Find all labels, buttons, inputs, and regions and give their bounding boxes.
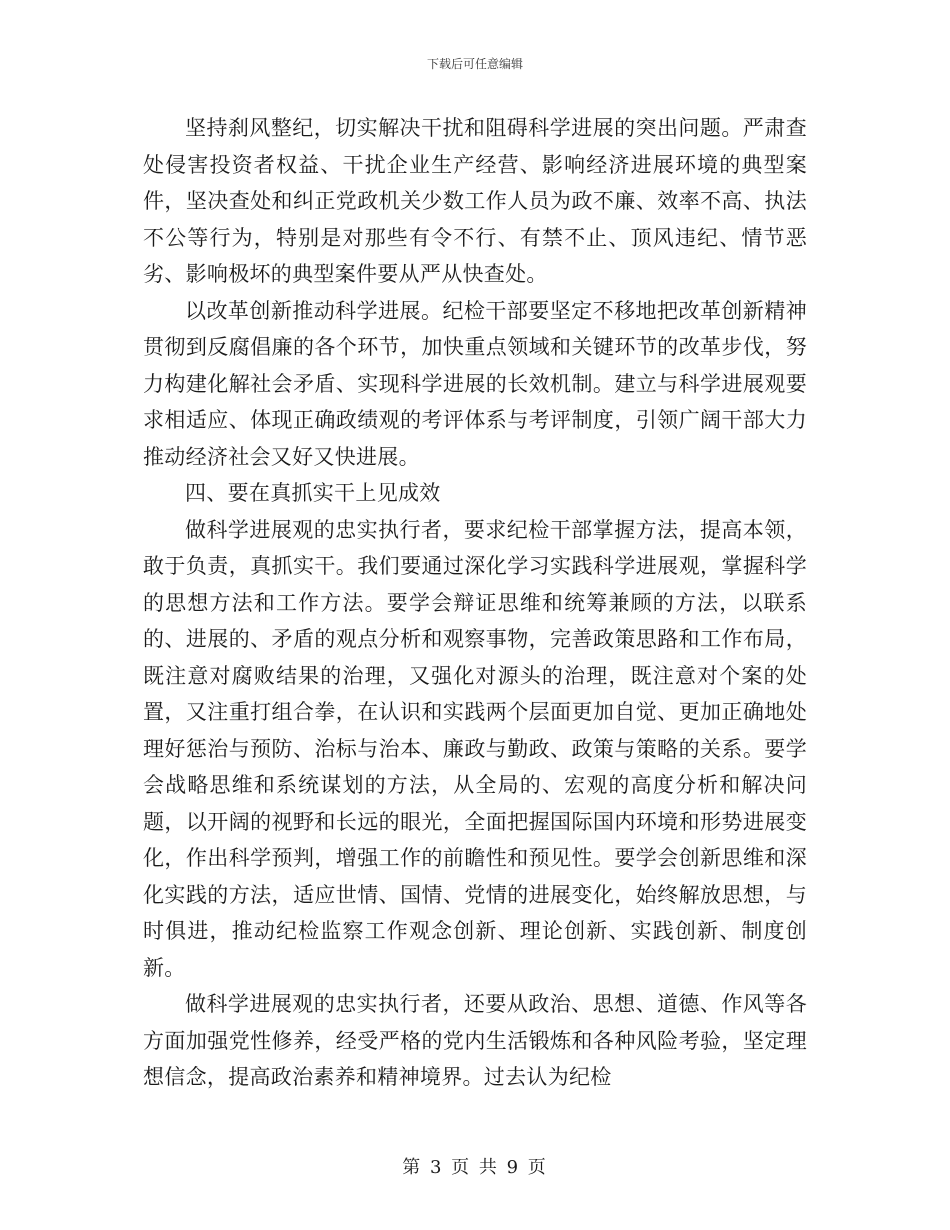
section-heading-4: 四、要在真抓实干上见成效 [185, 481, 441, 505]
document-body [143, 110, 807, 1096]
paragraph-reform: 以改革创新推动科学进展。纪检干部要坚定不移地把改革创新精神贯彻到反腐倡廉的各个环节，加快重点领域和关键环节的改革步伐，努力构建化解社会矛盾、实现科学进展的长效机制。建立与科学进展观要求相适应、体现正确政绩观的考评体系与考评制度，引领广阔干部大力推动经济社会又好又快进展。 [143, 298, 807, 469]
paragraph-discipline: 坚持刹风整纪，切实解决干扰和阻碍科学进展的突出问题。严肃查处侵害投资者权益、干扰企业生产经营、影响经济进展环境的典型案件，坚决查处和纠正党政机关少数工作人员为政不廉、效率不高、执法不公等行为，特别是对那些有令不行、有禁不止、顶风违纪、情节恶劣、影响极坏的典型案件要从严从快查处。 [143, 116, 807, 286]
paragraph-party-spirit: 做科学进展观的忠实执行者，还要从政治、思想、道德、作风等各方面加强党性修养，经受严格的党内生活锻炼和各种风险考验，坚定理想信念，提高政治素养和精神境界。过去认为纪检 [143, 992, 807, 1089]
page-number-footer: 第 3 页 共 9 页 [402, 1157, 548, 1178]
paragraph-methods: 做科学进展观的忠实执行者，要求纪检干部掌握方法，提高本领，敢于负责，真抓实干。我们要通过深化学习实践科学进展观，掌握科学的思想方法和工作方法。要学会辩证思维和统筹兼顾的方法，以联系的、进展的、矛盾的观点分析和观察事物，完善政策思路和工作布局，既注意对腐败结果的治理，又强化对源头的治理，既注意对个案的处置，又注重打组合拳，在认识和实践两个层面更加自觉、更加正确地处理好惩治与预防、治标与治本、廉政与勤政、政策与策略的关系。要学会战略思维和系统谋划的方法，从全局的、宏观的高度分析和解决问题，以开阔的视野和长远的眼光，全面把握国际国内环境和形势进展变化，作出科学预判，增强工作的前瞻性和预见性。要学会创新思维和深化实践的方法，适应世情、国情、党情的进展变化，始终解放思想，与时俱进，推动纪检监察工作观念创新、理论创新、实践创新、制度创新。 [143, 517, 807, 980]
page-header: 下载后可任意编辑 [426, 57, 523, 71]
